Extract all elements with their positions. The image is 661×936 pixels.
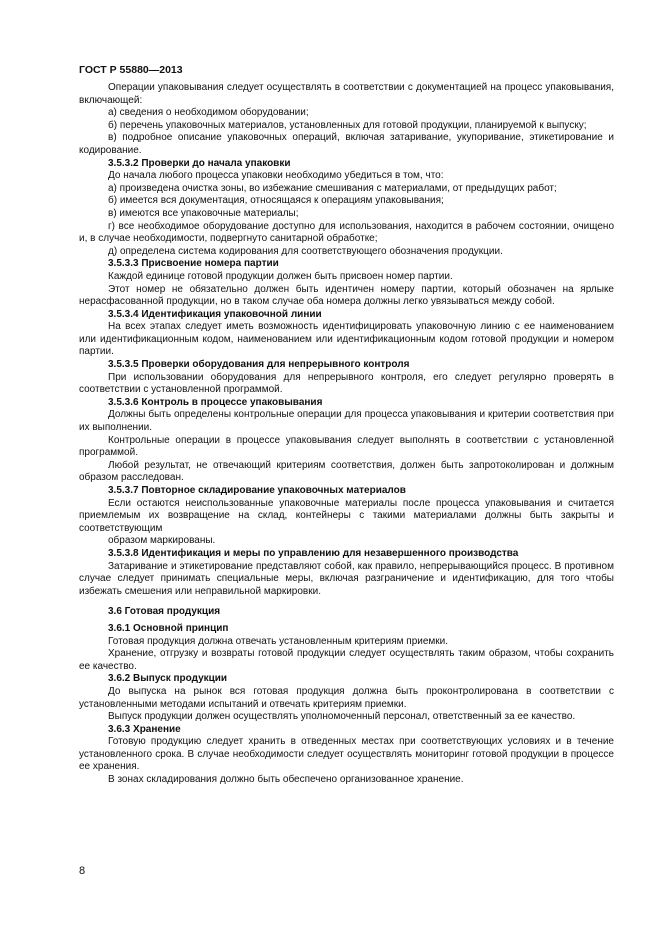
section-heading: 3.5.3.6 Контроль в процессе упаковывания	[108, 396, 323, 408]
section-heading: 3.5.3.7 Повторное складирование упаковочных материалов	[108, 485, 406, 496]
list-item: б) имеется вся документация, относящаяся к операциям упаковывания;	[108, 195, 444, 207]
paragraph: Контрольные операции в процессе упаковывания следует выполнять в соответствии с установленной программой.	[79, 434, 614, 459]
paragraph: Готовая продукция должна отвечать установленным критериям приемки.	[108, 635, 449, 647]
paragraph: Хранение, отгрузку и возвраты готовой продукции следует осуществлять таким образом, чтобы сохранить ее качество.	[79, 648, 614, 672]
list-item: а) произведена очистка зоны, во избежание смешивания с материалами, от предыдущих работ;	[108, 182, 557, 194]
paragraph: Любой результат, не отвечающий критериям соответствия, должен быть запротоколирован и должным образом расследован.	[79, 459, 614, 484]
section-heading: 3.6 Готовая продукция	[108, 606, 221, 618]
paragraph: Операции упаковывания следует осуществлять в соответствии с документацией на процесс упаковывания, включающей:	[79, 82, 614, 106]
list-item: г) все необходимое оборудование доступно для использования, находится в рабочем состоянии, очищено и, в случае необходимости, подвергнуто санитарной обработке;	[79, 220, 614, 245]
section-heading: 3.5.3.8 Идентификация и меры по управлению для незавершенного производства	[108, 547, 519, 559]
document-body	[79, 82, 614, 787]
paragraph: На всех этапах следует иметь возможность идентифицировать упаковочную линию с ее наименованием или идентификационным кодом, наименованием или идентификационным кодом готовой продукции и номером партии.	[79, 321, 614, 358]
list-item: в) подробное описание упаковочных операций, включая затаривание, укупоривание, этикетирование и кодирование.	[79, 132, 614, 156]
list-item: в) имеются все упаковочные материалы;	[108, 207, 299, 219]
section-heading: 3.6.2 Выпуск продукции	[108, 673, 228, 685]
document-header: ГОСТ Р 55880—2013	[79, 64, 183, 76]
paragraph: Готовую продукцию следует хранить в отведенных местах при соответствующих условиях и в течение установленного срока. В случае необходимости следует осуществлять мониторинг готовой продукции в процессе ее хранения.	[79, 736, 614, 773]
section-heading: 3.5.3.2 Проверки до начала упаковки	[108, 157, 291, 169]
page-number: 8	[79, 865, 86, 877]
paragraph: Выпуск продукции должен осуществлять уполномоченный персонал, ответственный за ее качество.	[108, 711, 576, 723]
paragraph: Каждой единице готовой продукции должен быть присвоен номер партии.	[108, 270, 453, 282]
paragraph: Должны быть определены контрольные операции для процесса упаковывания и критерии соответствия при их выполнении.	[79, 409, 614, 434]
paragraph: До выпуска на рынок вся готовая продукция должна быть проконтролирована в соответствии с установленными методами испытаний и отвечать критериям приемки.	[79, 685, 614, 710]
paragraph: Если остаются неиспользованные упаковочные материалы после процесса упаковывания и считается приемлемым их возвращение на склад, контейнеры с такими материалами должны быть закрыты и соответствующим	[79, 497, 614, 534]
list-item: а) сведения о необходимом оборудовании;	[108, 107, 309, 119]
paragraph: Этот номер не обязательно должен быть идентичен номеру партии, который обозначен на ярлыке нерасфасованной продукции, но в таком случае оба номера должны легко увязываться между собой.	[79, 283, 614, 308]
section-heading: 3.5.3.3 Присвоение номера партии	[108, 258, 279, 270]
section-heading: 3.5.3.5 Проверки оборудования для непрерывного контроля	[108, 359, 410, 371]
paragraph: В зонах складирования должно быть обеспечено организованное хранение.	[108, 774, 464, 786]
paragraph: До начала любого процесса упаковки необходимо убедиться в том, что:	[108, 170, 444, 182]
section-heading: 3.6.3 Хранение	[108, 723, 181, 735]
paragraph: При использовании оборудования для непрерывного контроля, его следует регулярно проверять в соответствии с установленной программой.	[79, 371, 614, 396]
list-item: д) определена система кодирования для соответствующего обозначения продукции.	[108, 245, 503, 257]
section-heading: 3.5.3.4 Идентификация упаковочной линии	[108, 308, 322, 320]
section-heading: 3.6.1 Основной принцип	[108, 622, 229, 634]
list-item: б) перечень упаковочных материалов, установленных для готовой продукции, планируемой к выпуску;	[108, 119, 587, 131]
paragraph: образом маркированы.	[108, 535, 216, 547]
paragraph: Затаривание и этикетирование представляют собой, как правило, непрерывающийся процесс. В противном случае следует принимать специальные меры, включая разграничение и идентификацию, для того чтобы избежать смешения или неправильной маркировки.	[79, 560, 614, 597]
